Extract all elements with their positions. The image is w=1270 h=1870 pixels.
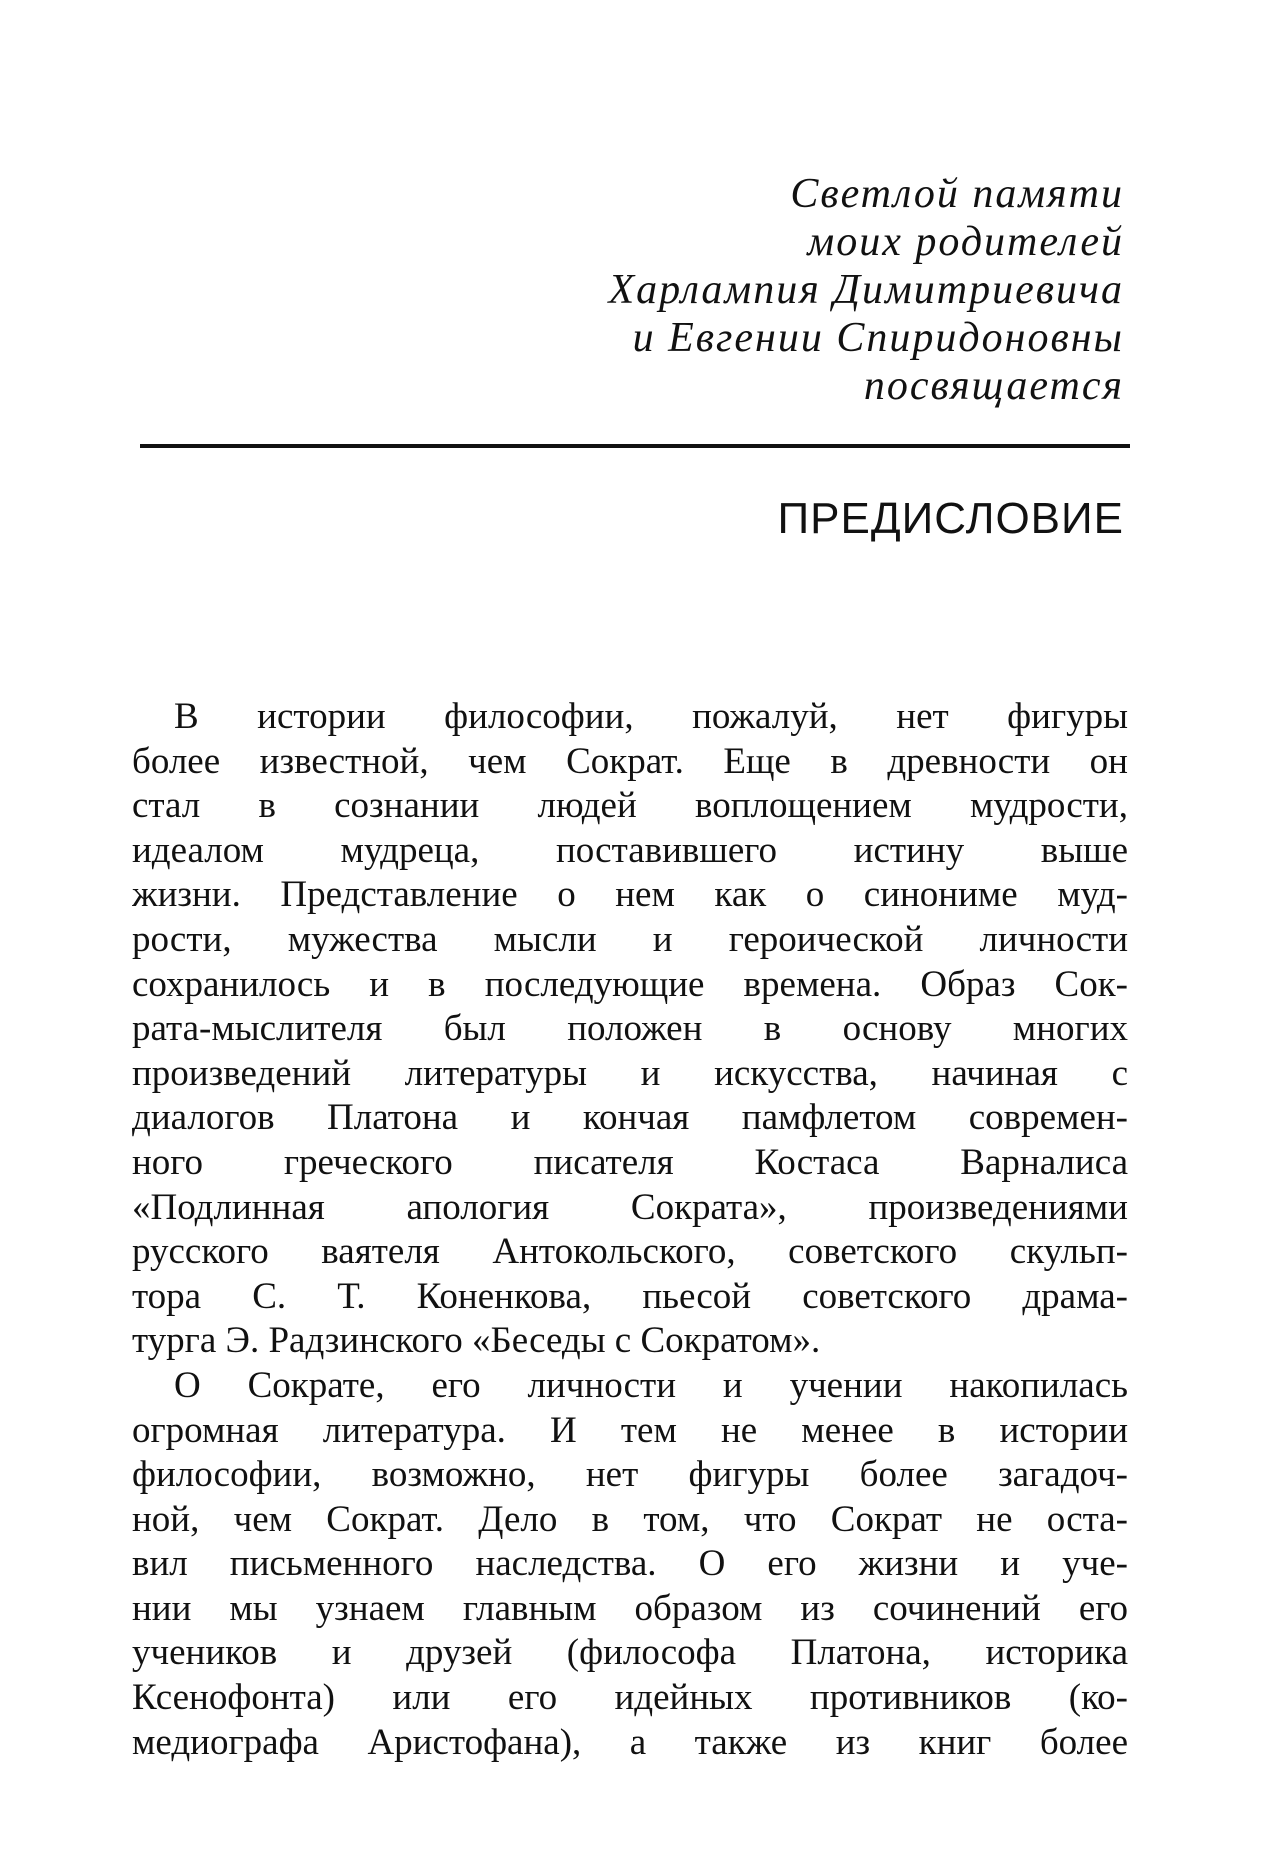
text-line: сохранилось и в последующие времена. Образ Сок- [132,963,1128,1005]
chapter-heading: ПРЕДИСЛОВИЕ [777,494,1124,543]
text-line: О Сократе, его личности и учении накопилась [174,1364,1128,1406]
text-line: стал в сознании людей воплощением мудрости, [132,785,1128,827]
text-line: русского ваятеля Антокольского, советского скульп- [132,1231,1128,1273]
body-text [132,695,1128,1765]
text-line: тора С. Т. Коненкова, пьесой советского драма- [132,1275,1128,1317]
text-line: более известной, чем Сократ. Еще в древности он [132,740,1128,782]
dedication-line: Харлампия Димитриевича [608,267,1124,313]
text-line: произведений литературы и искусства, начиная с [132,1052,1128,1094]
text-line: огромная литература. И тем не менее в истории [132,1409,1128,1451]
text-line: учеников и друзей (философа Платона, историка [132,1632,1128,1674]
text-line: Ксенофонта) или его идейных противников (ко- [132,1677,1128,1719]
dedication-line: и Евгении Спиридоновны [632,315,1124,361]
text-line: рата-мыслителя был положен в основу многих [132,1008,1128,1050]
text-line: «Подлинная апология Сократа», произведениями [132,1186,1128,1228]
text-line: ного греческого писателя Костаса Варналиса [132,1141,1128,1183]
dedication-line: моих родителей [807,219,1124,265]
text-line: медиографа Аристофана), а также из книг более [132,1721,1128,1763]
text-line: вил письменного наследства. О его жизни и уче- [132,1543,1128,1585]
section-divider [140,444,1130,448]
text-line: диалогов Платона и кончая памфлетом современ- [132,1097,1128,1139]
text-line: ной, чем Сократ. Дело в том, что Сократ не оста- [132,1498,1128,1540]
dedication-line: посвящается [863,363,1124,409]
dedication [424,170,1124,410]
text-line: идеалом мудреца, поставившего истину выше [132,829,1128,871]
text-line: турга Э. Радзинского «Беседы с Сократом». [132,1320,821,1362]
text-line: рости, мужества мысли и героической личности [132,918,1128,960]
dedication-line: Светлой памяти [790,171,1124,217]
text-line: В истории философии, пожалуй, нет фигуры [174,696,1128,737]
text-line: жизни. Представление о нем как о синониме муд- [132,874,1128,916]
text-line: нии мы узнаем главным образом из сочинений его [132,1587,1128,1629]
text-line: философии, возможно, нет фигуры более загадоч- [132,1454,1128,1496]
